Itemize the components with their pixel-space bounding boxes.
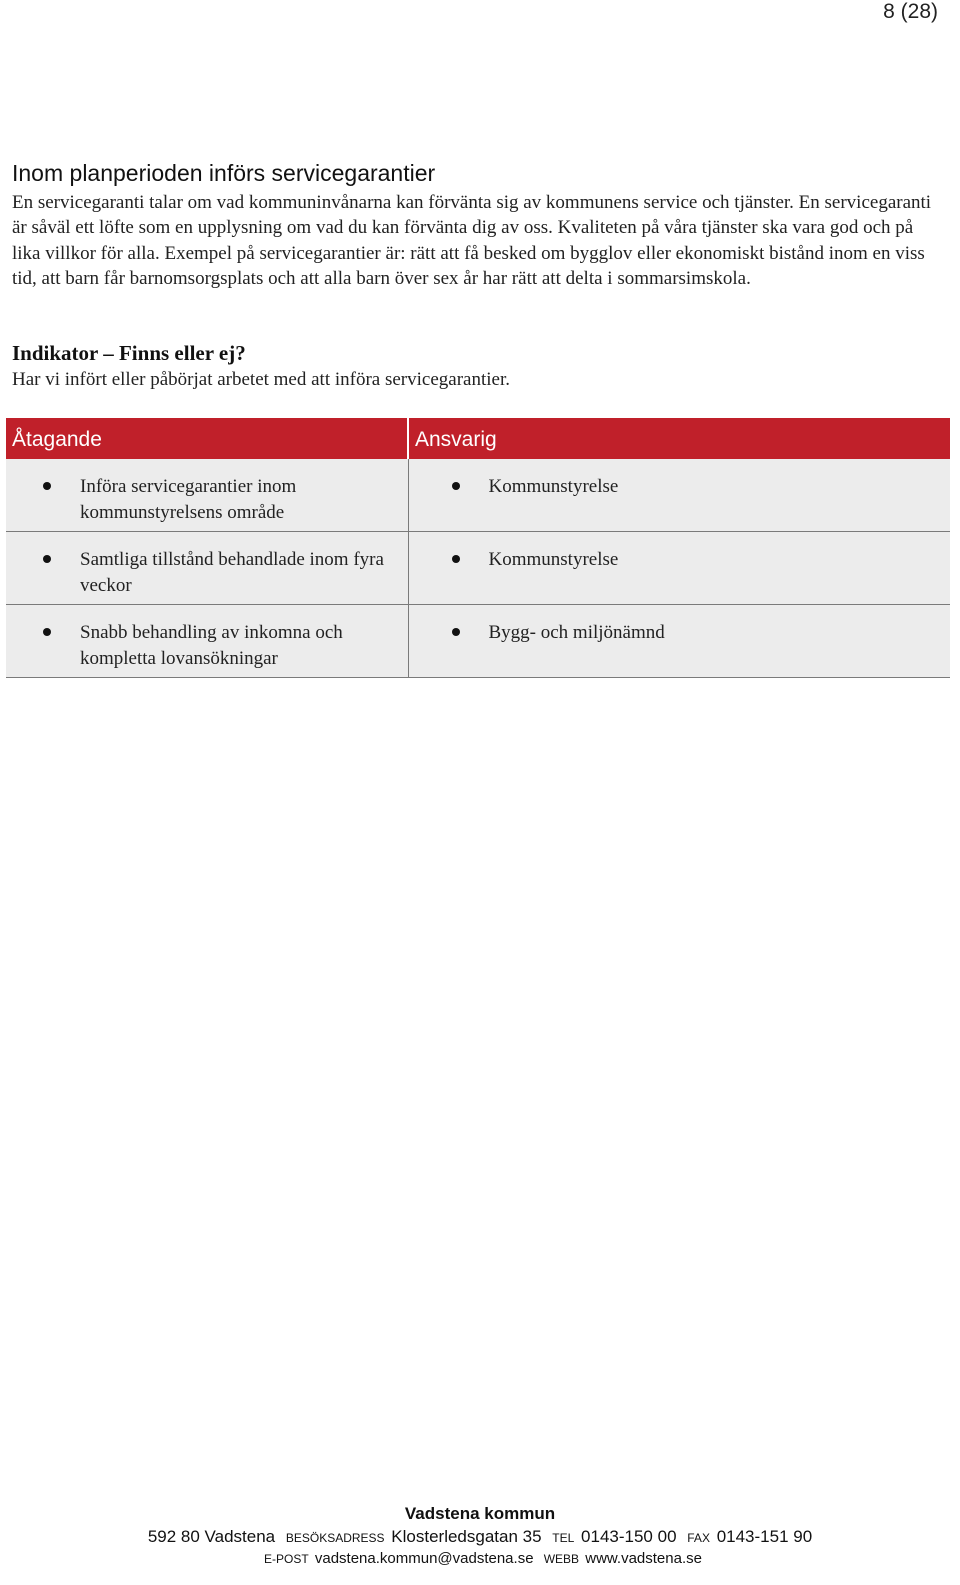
footer-visit-address: Klosterledsgatan 35	[391, 1527, 542, 1546]
commitment-cell	[6, 459, 408, 532]
section-body: En servicegaranti talar om vad kommuninvånarna kan förvänta sig av kommunens service och tjänster. En servicegaranti är såväl ett löfte som en upplysning om vad du kan förvänta dig av oss. Kvaliteten på våra tjänster ska vara god och på lika villkor för alla. Exempel på servicegarantier är: rätt att få besked om bygglov eller ekonomiskt bistånd inom en viss tid, att barn får barnomsorgsplats och att alla barn över sex år har rätt att delta i sommarsimskola.	[12, 192, 932, 289]
footer-web[interactable]: www.vadstena.se	[585, 1550, 702, 1567]
responsible-cell	[408, 605, 950, 678]
footer-web-line	[0, 1550, 960, 1568]
responsible-text: Bygg- och miljönämnd	[488, 622, 665, 643]
footer-web-label: WEBB	[543, 1552, 580, 1566]
commitment-cell	[6, 605, 408, 678]
commitment-text: Samtliga tillstånd behandlade inom fyra veckor	[80, 549, 384, 596]
footer-fax-label: FAX	[687, 1531, 710, 1545]
bullet-icon	[43, 555, 51, 563]
footer-email-label: E-POST	[264, 1552, 309, 1566]
table-row	[6, 459, 950, 532]
responsible-cell	[408, 532, 950, 605]
footer	[0, 1503, 960, 1568]
footer-organization: Vadstena kommun	[404, 1504, 556, 1523]
bullet-icon	[43, 628, 51, 636]
page-number: 8 (28)	[883, 0, 938, 23]
footer-postal: 592 80 Vadstena	[147, 1527, 276, 1546]
responsible-text: Kommunstyrelse	[488, 476, 619, 497]
header-commitment: Åtagande	[12, 427, 102, 451]
footer-visit-label: BESÖKSADRESS	[285, 1531, 385, 1545]
footer-contact-line	[0, 1525, 960, 1550]
table-row	[6, 605, 950, 678]
commitment-text: Snabb behandling av inkomna och kompletta lovansökningar	[80, 622, 343, 669]
table-header-row	[6, 418, 950, 459]
indicator-title: Indikator – Finns eller ej?	[12, 341, 246, 365]
header-responsible: Ansvarig	[408, 418, 950, 459]
bullet-icon	[452, 482, 460, 490]
bullet-icon	[452, 628, 460, 636]
footer-email[interactable]: vadstena.kommun@vadstena.se	[314, 1550, 534, 1567]
responsible-cell	[408, 459, 950, 532]
indicator-text: Har vi infört eller påbörjat arbetet med att införa servicegarantier.	[12, 369, 510, 390]
footer-tel: 0143-150 00	[581, 1527, 677, 1546]
commitments-table	[6, 418, 950, 678]
bullet-icon	[452, 555, 460, 563]
commitment-text: Införa servicegarantier inom kommunstyrelsens område	[80, 476, 297, 523]
responsible-text: Kommunstyrelse	[488, 549, 619, 570]
table-row	[6, 532, 950, 605]
footer-fax: 0143-151 90	[716, 1527, 813, 1546]
section-heading: Inom planperioden införs servicegarantier	[12, 160, 436, 186]
bullet-icon	[43, 482, 51, 490]
commitment-cell	[6, 532, 408, 605]
footer-tel-label: TEL	[552, 1531, 575, 1545]
